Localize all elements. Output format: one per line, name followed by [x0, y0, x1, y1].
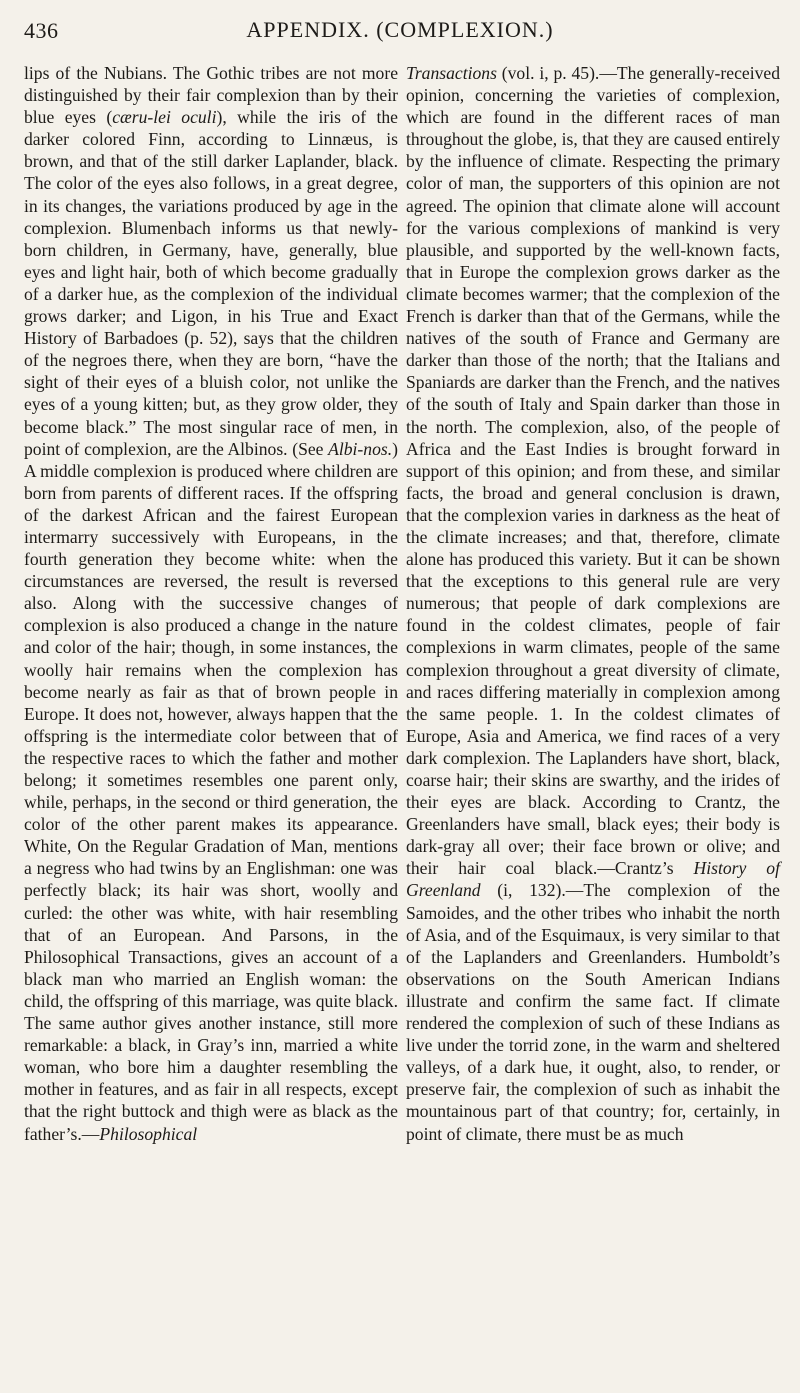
left-italic-2: Albi-nos. [328, 438, 393, 459]
page-number: 436 [24, 18, 59, 43]
left-italic-3: Philosophical [99, 1123, 198, 1144]
left-italic-1: cæru-lei oculi [112, 107, 217, 128]
right-column [406, 62, 780, 1383]
page-header [24, 14, 776, 48]
left-text-2: ), while the iris of the darker colored Finn, according to Linnæus, is brown, and that of the still darker Laplander, black. The color of the eyes also follows, in a great degree, in its changes, the variations produced by age in the complexion. Blumenbach informs us that newly-born children, in Germany, have, generally, blue eyes and light hair, both of which become gradually of a darker hue, as the complexion of the individual grows darker; and Ligon, in his True and Exact History of Barbadoes (p. 52), says that the children of the negroes there, when they are born, “have the sight of their eyes of a bluish color, not unlike the eyes of a young kitten; but, as they grow older, they become black.” The most singular race of men, in point of complexion, are the Albinos. (See [24, 107, 398, 459]
left-text-3: ) A middle complexion is produced where children are born from parents of different races. If the offspring of the darkest African and the fairest European intermarry successively with Europeans, in the fourth generation they become white: when the circumstances are reversed, the result is reversed also. Along with the successive changes of complexion is also produced a change in the nature and color of the hair; though, in some instances, the woolly hair remains when the complexion has become nearly as fair as that of brown people in Europe. It does not, however, always happen that the offspring is the intermediate color between that of the respective races to which the father and mother belong; it sometimes resembles one parent only, while, perhaps, in the second or third generation, the color of the other parent makes its appearance. White, On the Regular Gradation of Man, mentions a negress who had twins by an Englishman: one was perfectly black; its hair was short, woolly and curled: the other was white, with hair resembling that of an European. And Parsons, in the Philosophical Transactions, gives an account of a black man who married an English woman: the child, the offspring of this marriage, was quite black. The same author gives another instance, still more remarkable: a black, in Gray’s inn, married a white woman, who bore him a daughter resembling the mother in features, and as fair in all respects, except that the right buttock and thigh were as black as the father’s.— [24, 438, 398, 1144]
left-column-paragraph [24, 62, 398, 1145]
text-columns [24, 62, 780, 1383]
right-text-2: (i, 132).—The complexion of the Samoides, and the other tribes who inhabit the north of Asia, and of the Esquimaux, is very similar to that of the Laplanders and Greenlanders. Humboldt’s observations on the South American Indians illustrate and confirm the same fact. If climate rendered the complexion of such of these Indians as live under the torrid zone, in the warm and sheltered valleys, of a dark hue, it ought, also, to render, or preserve fair, the complexion of such as inhabit the mountainous part of that country; for, certainly, in point of climate, there must be as much [406, 880, 780, 1144]
right-column-paragraph [406, 62, 780, 1145]
right-italic-2: History of Greenland [406, 858, 780, 901]
right-italic-1: Transactions [406, 63, 497, 83]
running-head: APPENDIX. (COMPLEXION.) [246, 17, 554, 42]
left-column [24, 62, 398, 1383]
left-text-1: lips of the Nubians. The Gothic tribes are not more distinguished by their fair complexion than by their blue eyes ( [24, 63, 398, 128]
right-text-1: (vol. i, p. 45).—The generally-received opinion, concerning the varieties of complexion, which are found in the different races of man throughout the globe, is, that they are caused entirely by the influence of climate. Respecting the primary color of man, the supporters of this opinion are not agreed. The opinion that climate alone will account for the various complexions of mankind is very plausible, and supported by the well-known facts, that in Europe the complexion grows darker as the climate becomes warmer; that the complexion of the French is darker than that of the Germans, while the natives of the south of France and Germany are darker than those of the north; that the Italians and Spaniards are darker than the French, and the natives of the south of Italy and Spain darker than those in the north. The complexion, also, of the people of Africa and the East Indies is brought forward in support of this opinion; and from these, and similar facts, the broad and general conclusion is drawn, that the complexion varies in darkness as the heat of the climate increases; and that, therefore, climate alone has produced this variety. But it can be shown that the exceptions to this general rule are very numerous; that people of dark complexions are found in the coldest climates, people of fair complexions in warm climates, people of the same complexion throughout a great diversity of climate, and races differing materially in complexion among the same people. 1. In the coldest climates of Europe, Asia and America, we find races of a very dark complexion. The Laplanders have short, black, coarse hair; their skins are swarthy, and the irides of their eyes are black. According to Crantz, the Greenlanders have small, black eyes; their body is dark-gray all over; their face brown or olive; and their hair coal black.—Crantz’s [406, 63, 780, 879]
